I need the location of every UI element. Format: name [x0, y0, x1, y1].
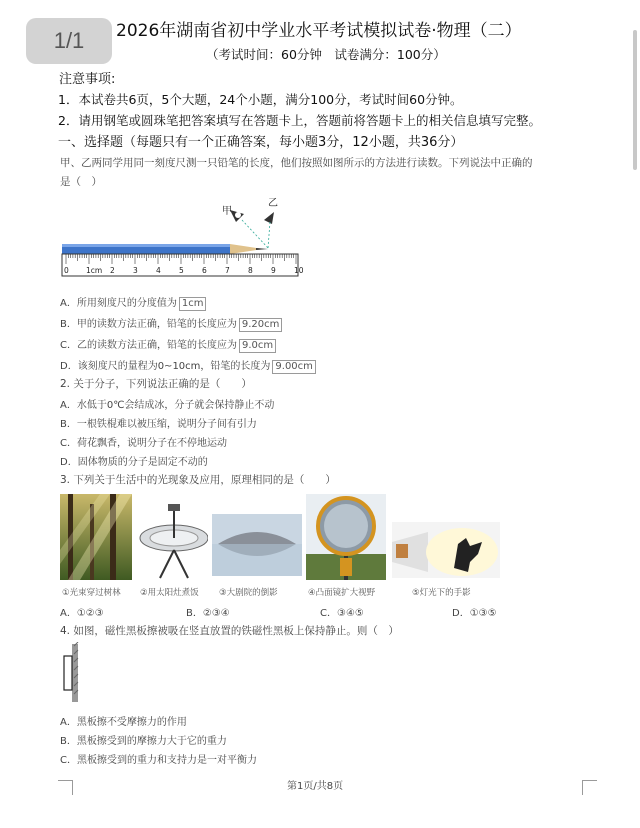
crop-mark — [582, 780, 597, 795]
notice-item: 1．本试卷共6页，5个大题，24个小题，满分100分，考试时间60分钟。 — [58, 92, 463, 107]
q1-stem: 甲、乙两同学用同一刻度尺测一只铅笔的长度，他们按照如图所示的方法进行读数。下列说法中正确的 — [60, 157, 533, 169]
page-indicator: 1/1 — [26, 18, 112, 64]
q1-stem-line2: 是（ ） — [60, 176, 102, 188]
handwritten-answer: 9.00cm — [272, 360, 316, 374]
ruler-tick-label: 10 — [294, 266, 304, 275]
ruler-tick-label: 4 — [156, 266, 161, 275]
q3-option-c[interactable]: C．③④⑤ — [320, 608, 364, 619]
ruler — [62, 254, 304, 276]
image-caption: ④凸面镜扩大视野 — [308, 588, 376, 598]
handwritten-answer: 1cm — [179, 297, 207, 311]
q1-option-d[interactable]: D．该刻度尺的量程为0~10cm，铅笔的长度为 9.00cm — [60, 357, 316, 374]
q4-stem: 4. 如图，磁性黑板擦被吸在竖直放置的铁磁性黑板上保持静止。则（ ） — [60, 625, 399, 637]
q4-option-a[interactable]: A．黑板擦不受摩擦力的作用 — [60, 717, 187, 728]
image-caption: ③大剧院的倒影 — [219, 588, 278, 598]
handwritten-answer: 9.0cm — [239, 339, 276, 353]
notice-heading: 注意事项: — [59, 72, 116, 87]
crop-mark — [58, 780, 73, 795]
image-caption: ②用太阳灶煮饭 — [140, 588, 199, 598]
ruler-tick-label: 0 — [64, 266, 69, 275]
q3-option-a[interactable]: A．①②③ — [60, 608, 104, 619]
eye-yi-icon — [264, 212, 274, 224]
q3-stem: 3. 下列关于生活中的光现象及应用，原理相同的是（ ） — [60, 474, 336, 486]
ruler-tick-label: 7 — [225, 266, 230, 275]
q1-option-b[interactable]: B．甲的读数方法正确，铅笔的长度应为 9.20cm — [60, 315, 282, 332]
solar-cooker-image — [138, 498, 208, 580]
q3-option-b[interactable]: B．②③④ — [186, 608, 230, 619]
q2-option-c[interactable]: C．荷花飘香，说明分子在不停地运动 — [60, 438, 227, 449]
page-footer: 第1页/共8页 — [287, 781, 344, 792]
theatre-reflection-image — [212, 514, 302, 576]
blackboard-eraser-figure — [58, 642, 82, 704]
image-caption: ⑤灯光下的手影 — [412, 588, 471, 598]
q4-option-b[interactable]: B．黑板擦受到的摩擦力大于它的重力 — [60, 736, 227, 747]
notice-item: 2．请用钢笔或圆珠笔把答案填写在答题卡上，答题前将答题卡上的相关信息填写完整。 — [58, 113, 541, 128]
exam-title: 2026年湖南省初中学业水平考试模拟试卷·物理（二） — [116, 21, 522, 41]
ruler-tick-label: 5 — [179, 266, 184, 275]
q1-option-c[interactable]: C．乙的读数方法正确，铅笔的长度应为 9.0cm — [60, 336, 276, 353]
image-caption: ①光束穿过树林 — [62, 588, 121, 598]
exam-subtitle: （考试时间：60分钟 试卷满分：100分） — [206, 47, 446, 62]
scrollbar[interactable] — [633, 30, 637, 170]
ruler-tick-label: 1cm — [86, 266, 103, 275]
label-yi: 乙 — [268, 198, 278, 209]
ruler-pencil-figure — [58, 192, 308, 284]
forest-light-image — [60, 494, 132, 580]
pencil — [62, 244, 268, 254]
q2-option-d[interactable]: D．固体物质的分子是固定不动的 — [60, 457, 208, 468]
ruler-tick-label: 6 — [202, 266, 207, 275]
q4-option-c[interactable]: C．黑板擦受到的重力和支持力是一对平衡力 — [60, 755, 257, 766]
q1-option-a[interactable]: A．所用刻度尺的分度值为 1cm — [60, 294, 206, 311]
q2-stem: 2. 关于分子，下列说法正确的是（ ） — [60, 378, 252, 390]
q2-option-b[interactable]: B．一根铁棍难以被压缩，说明分子间有引力 — [60, 419, 257, 430]
ruler-tick-label: 3 — [133, 266, 138, 275]
ruler-tick-label: 8 — [248, 266, 253, 275]
q2-option-a[interactable]: A．水低于0℃会结成冰，分子就会保持静止不动 — [60, 400, 275, 411]
label-jia: 甲 — [222, 206, 232, 217]
hand-shadow-image — [392, 522, 500, 578]
convex-mirror-image — [306, 494, 386, 580]
ruler-tick-label: 2 — [110, 266, 115, 275]
q3-option-d[interactable]: D．①③⑤ — [452, 608, 497, 619]
handwritten-answer: 9.20cm — [239, 318, 283, 332]
ruler-tick-label: 9 — [271, 266, 276, 275]
section-heading: 一、选择题（每题只有一个正确答案，每小题3分，12小题，共36分） — [58, 135, 464, 150]
